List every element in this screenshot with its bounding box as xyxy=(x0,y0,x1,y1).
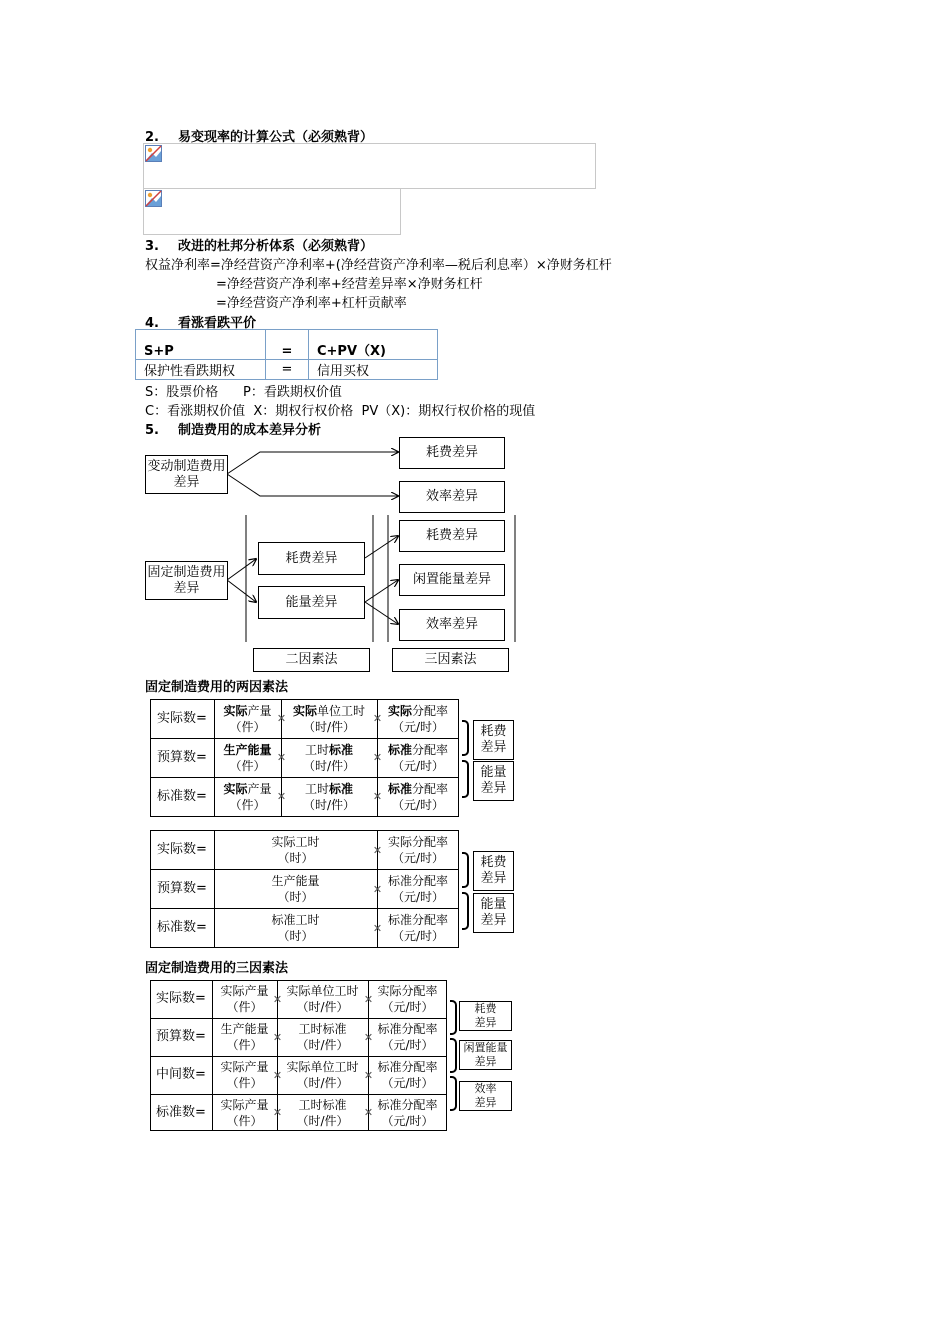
t1-consumption-box: 耗费差异 xyxy=(473,720,514,760)
table-cell: 实际单位工时 （时/件） xyxy=(292,703,366,734)
row-label: 标准数= xyxy=(157,920,207,935)
variable-overhead-variance-box: 变动制造费用差异 xyxy=(145,455,228,494)
multiply-icon: ✕ xyxy=(363,1031,374,1044)
table-cell: 标准工时 （时） xyxy=(271,913,320,943)
table-cell: 工时标准 （时/件） xyxy=(302,782,356,812)
pc-cell: = xyxy=(266,360,309,380)
consumption-variance-box: 耗费差异 xyxy=(399,437,505,469)
row-label: 实际数= xyxy=(157,710,207,726)
multiply-icon: ✕ xyxy=(272,1031,283,1044)
table-cell: 实际单位工时 （时/件） xyxy=(286,1060,359,1090)
multiply-icon: ✕ xyxy=(272,1106,283,1119)
brace xyxy=(450,1000,457,1035)
multiply-icon: ✕ xyxy=(372,844,383,857)
brace xyxy=(450,1038,457,1073)
table-cell: 标准分配率 （元/时） xyxy=(377,1060,438,1090)
row-label: 中间数= xyxy=(156,1067,206,1082)
brace xyxy=(462,720,469,756)
table-cell: 实际产量 （件） xyxy=(220,1060,269,1090)
brace xyxy=(462,852,469,888)
multiply-icon: ✕ xyxy=(372,712,383,725)
multiply-icon: ✕ xyxy=(272,993,283,1006)
section-2-heading: 2. 易变现率的计算公式（必须熟背） xyxy=(145,130,374,145)
table-cell: 标准分配率 （元/时） xyxy=(377,1097,438,1128)
row-label: 标准数= xyxy=(157,789,207,804)
table-cell: 实际分配率 （元/时） xyxy=(377,984,438,1014)
t3-idle-capacity-box: 闲置能量差异 xyxy=(459,1040,512,1070)
brace xyxy=(462,760,469,798)
table-cell: 生产能量 （件） xyxy=(223,742,272,773)
row-label: 预算数= xyxy=(157,880,207,896)
dupont-line-1: 权益净利率=净经营资产净利率+(净经营资产净利率—税后利息率）×净财务杠杆 xyxy=(145,258,612,273)
pc-cell: = xyxy=(266,330,309,360)
table-cell: 生产能量 （时） xyxy=(271,873,320,904)
brace xyxy=(462,892,469,930)
two-factor-heading: 固定制造费用的两因素法 xyxy=(145,680,289,695)
two-factor-label-box: 二因素法 xyxy=(253,648,370,672)
brace xyxy=(450,1076,457,1111)
efficiency-variance-box: 效率差异 xyxy=(399,481,505,513)
idle-capacity-variance-box: 闲置能量差异 xyxy=(399,564,505,596)
parity-note-1: S：股票价格 P：看跌期权价值 xyxy=(145,385,342,400)
table-cell: 实际分配率 （元/时） xyxy=(387,834,448,865)
pc-cell: 保护性看跌期权 xyxy=(136,360,266,380)
row-label: 实际数= xyxy=(156,991,206,1006)
table-cell: 标准分配率 （元/时） xyxy=(387,913,448,943)
row-label: 标准数= xyxy=(156,1104,206,1120)
table-cell: 标准分配率 （元/时） xyxy=(387,873,448,904)
pc-cell: S+P xyxy=(136,330,266,360)
table-cell: 标准分配率 （元/时） xyxy=(377,1022,438,1052)
section-4-heading: 4. 看涨看跌平价 xyxy=(145,316,257,331)
multiply-icon: ✕ xyxy=(276,712,287,725)
table-cell: 实际产量 （件） xyxy=(223,703,272,734)
row-label: 预算数= xyxy=(156,1029,206,1044)
t3-consumption-box: 耗费差异 xyxy=(459,1001,512,1031)
multiply-icon: ✕ xyxy=(363,993,374,1006)
section-3-heading: 3. 改进的杜邦分析体系（必须熟背） xyxy=(145,239,374,254)
multiply-icon: ✕ xyxy=(276,751,287,764)
t2-consumption-box: 耗费差异 xyxy=(473,851,514,891)
t1-capacity-box: 能量差异 xyxy=(473,761,514,801)
table-cell: 实际产量 （件） xyxy=(220,984,269,1014)
table-cell: 标准分配率 （元/时） xyxy=(387,742,449,773)
row-label: 预算数= xyxy=(157,749,207,765)
fixed-overhead-variance-box: 固定制造费用差异 xyxy=(145,561,228,600)
table-cell: 实际产量 （件） xyxy=(223,782,272,812)
multiply-icon: ✕ xyxy=(372,883,383,896)
multiply-icon: ✕ xyxy=(372,751,383,764)
two-factor-consumption-box: 耗费差异 xyxy=(258,542,365,575)
three-factor-heading: 固定制造费用的三因素法 xyxy=(145,961,289,976)
table-cell: 工时标准 （时/件） xyxy=(302,742,356,773)
three-factor-label-box: 三因素法 xyxy=(392,648,509,672)
row-label: 实际数= xyxy=(157,841,207,857)
t2-capacity-box: 能量差异 xyxy=(473,893,514,933)
t3-efficiency-box: 效率差异 xyxy=(459,1081,512,1111)
table-cell: 实际单位工时 （时/件） xyxy=(286,984,359,1014)
multiply-icon: ✕ xyxy=(372,790,383,803)
dupont-line-2: =净经营资产净利率+经营差异率×净财务杠杆 xyxy=(216,277,483,292)
parity-note-2: C：看涨期权价值 X：期权行权价格 PV（X)：期权行权价格的现值 xyxy=(145,404,536,419)
three-factor-consumption-box: 耗费差异 xyxy=(399,520,505,552)
table-cell: 实际工时 （时） xyxy=(271,834,320,865)
table-cell: 工时标准 （时/件） xyxy=(296,1022,349,1052)
table-cell: 标准分配率 （元/时） xyxy=(387,782,449,812)
table-cell: 实际分配率 （元/时） xyxy=(387,703,449,734)
table-cell: 工时标准 （时/件） xyxy=(296,1097,349,1128)
table-cell: 生产能量 （件） xyxy=(220,1022,269,1052)
dupont-line-3: =净经营资产净利率+杠杆贡献率 xyxy=(216,296,407,311)
section-5-heading: 5. 制造费用的成本差异分析 xyxy=(145,423,322,438)
table-cell: 实际产量 （件） xyxy=(220,1097,269,1128)
pc-cell: 信用买权 xyxy=(309,360,438,380)
capacity-variance-box: 能量差异 xyxy=(258,586,365,619)
multiply-icon: ✕ xyxy=(276,790,287,803)
three-factor-efficiency-box: 效率差异 xyxy=(399,609,505,641)
multiply-icon: ✕ xyxy=(363,1106,374,1119)
pc-cell: C+PV（X) xyxy=(309,330,438,360)
multiply-icon: ✕ xyxy=(372,922,383,935)
multiply-icon: ✕ xyxy=(363,1069,374,1082)
multiply-icon: ✕ xyxy=(272,1069,283,1082)
